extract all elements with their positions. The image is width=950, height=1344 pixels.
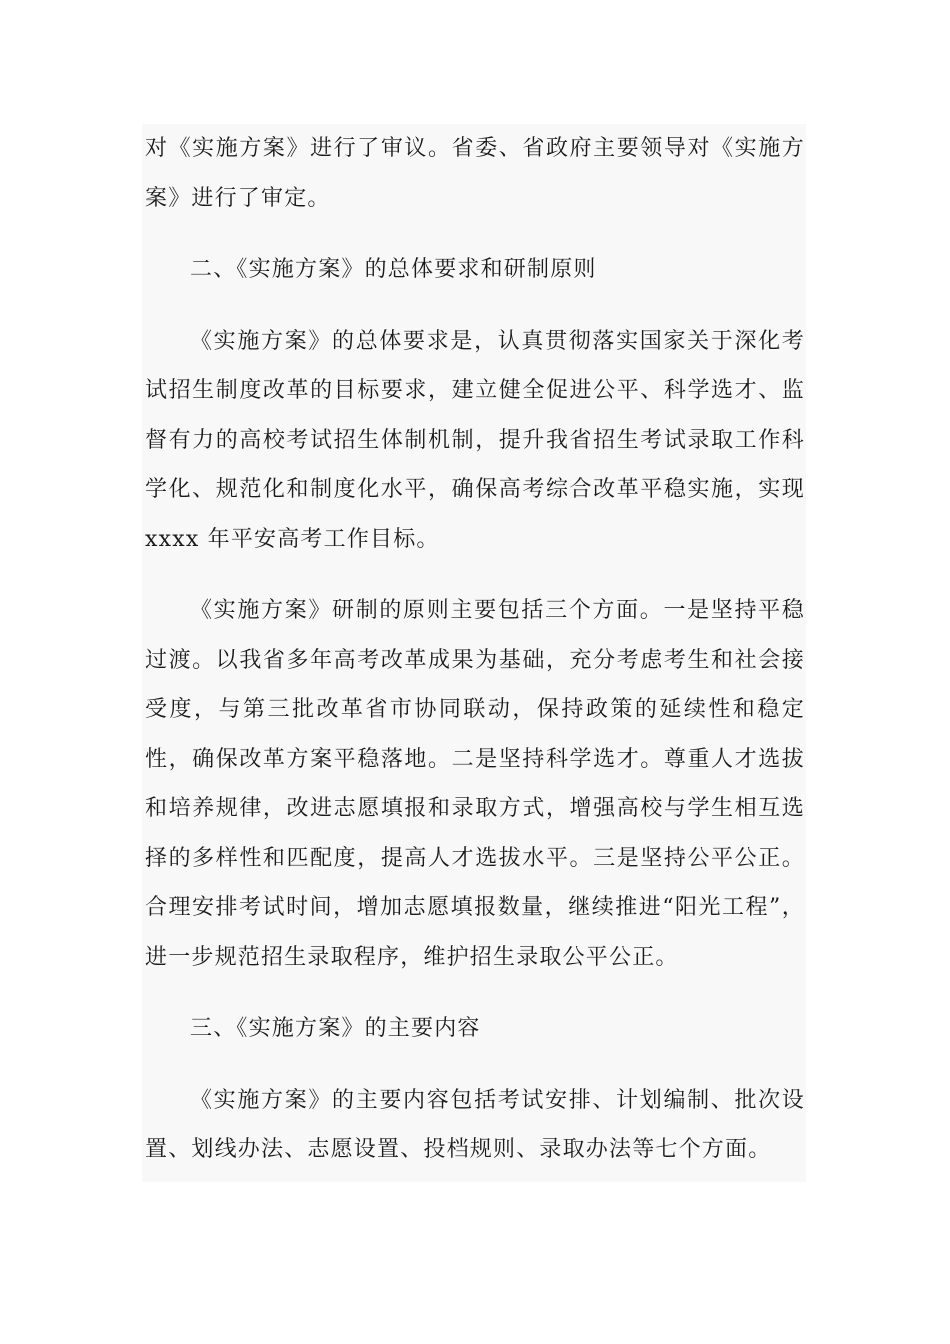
paragraph-main-content: 《实施方案》的主要内容包括考试安排、计划编制、批次设置、划线办法、志愿设置、投档规则、录取办法等七个方面。 <box>145 1087 805 1162</box>
section-heading-3: 三、《实施方案》的主要内容 <box>190 1016 481 1041</box>
paragraph-overall-requirements: 《实施方案》的总体要求是，认真贯彻落实国家关于深化考试招生制度改革的目标要求，建立健全促进公平、科学选才、监督有力的高校考试招生体制机制，提升我省招生考试录取工作科学化、规范化和制度化水平，确保高考综合改革平稳实施，实现 xxxx 年平安高考工作目标。 <box>145 328 805 552</box>
section-heading-2: 二、《实施方案》的总体要求和研制原则 <box>190 257 597 282</box>
paragraph-principles: 《实施方案》研制的原则主要包括三个方面。一是坚持平稳过渡。以我省多年高考改革成果为基础，充分考虑考生和社会接受度，与第三批改革省市协同联动，保持政策的延续性和稳定性，确保改革方案平稳落地。二是坚持科学选才。尊重人才选拔和培养规律，改进志愿填报和录取方式，增强高校与学生相互选择的多样性和匹配度，提高人才选拔水平。三是坚持公平公正。合理安排考试时间，增加志愿填报数量，继续推进“阳光工程”，进一步规范招生录取程序，维护招生录取公平公正。 <box>145 598 805 970</box>
paragraph-review-approval: 对《实施方案》进行了审议。省委、省政府主要领导对《实施方案》进行了审定。 <box>145 136 805 211</box>
document-body <box>145 124 805 1175</box>
